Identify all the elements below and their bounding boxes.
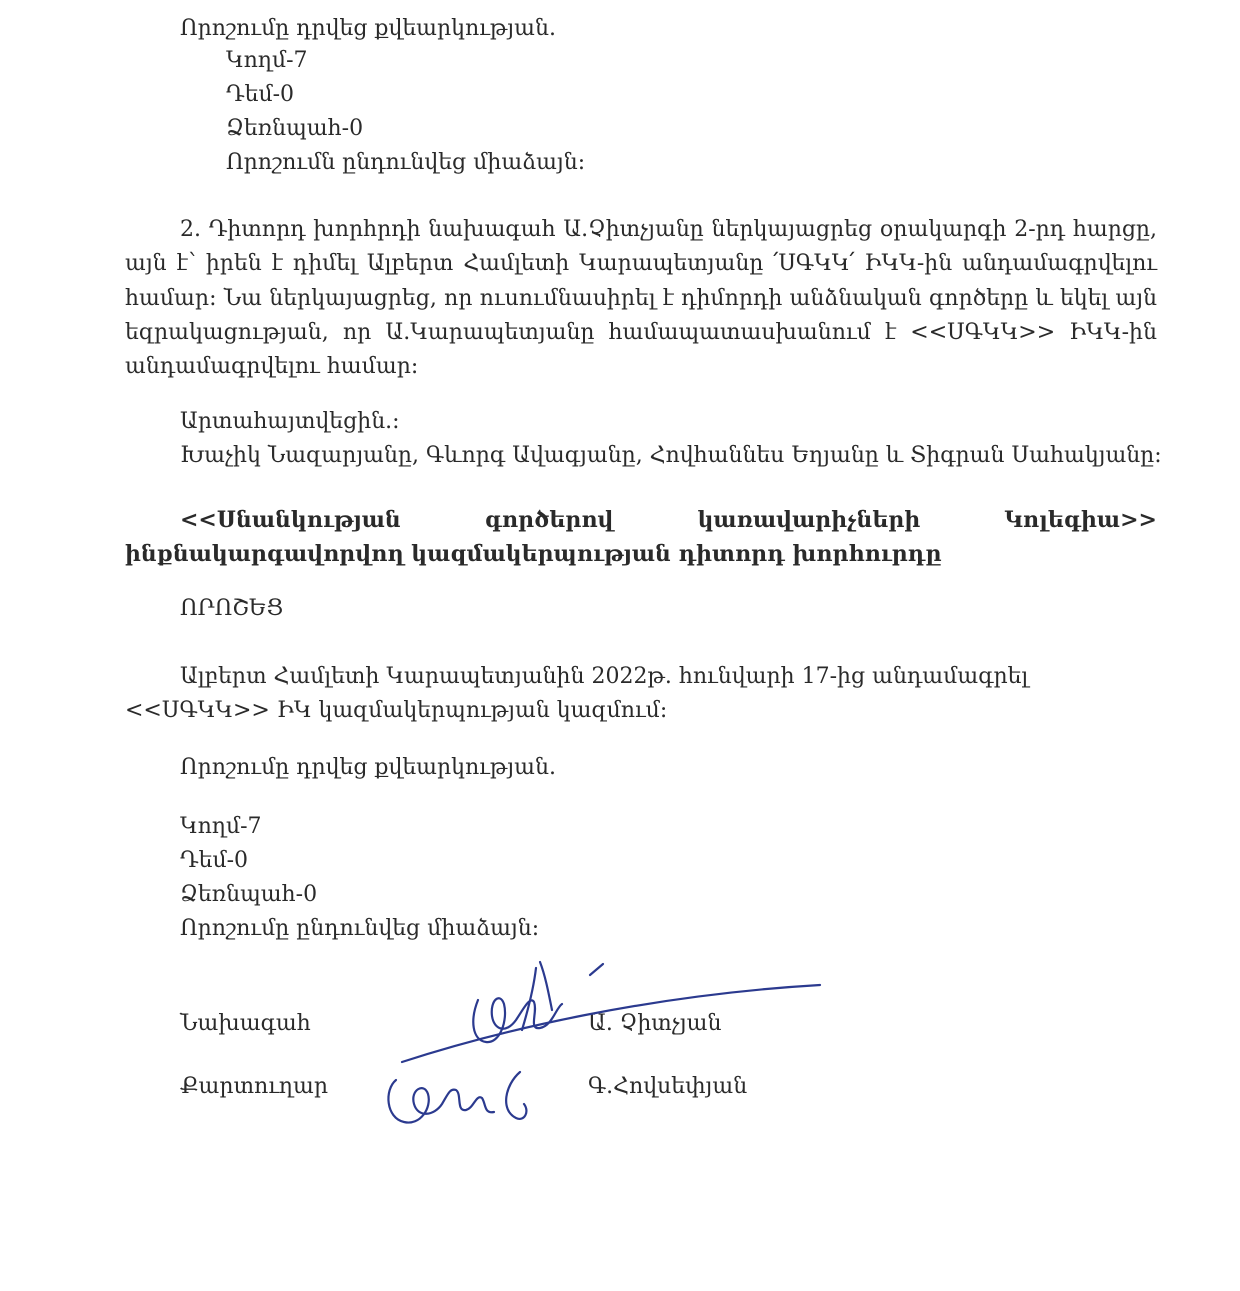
secretary-signature-stroke bbox=[388, 1080, 494, 1123]
vote-abstain-bottom: Ձեռնպահ-0 bbox=[180, 882, 318, 907]
chair-label: Նախագահ bbox=[180, 1011, 311, 1036]
vote-against-bottom: Դեմ-0 bbox=[180, 848, 249, 873]
vote-against-top: Դեմ-0 bbox=[226, 82, 295, 107]
chair-signature-extra bbox=[540, 962, 552, 1010]
secretary-name: Գ.Հովսեփյան bbox=[588, 1074, 748, 1099]
secretary-signature-hook bbox=[506, 1072, 526, 1119]
chair-name: Ա. Չիտչյան bbox=[588, 1011, 722, 1036]
vote-prompt-top: Որոշումը դրվեց քվեարկության. bbox=[180, 16, 556, 41]
decision-adopted-top: Որոշումն ընդունվեց միաձայն: bbox=[226, 150, 586, 175]
secretary-label: Քարտուղար bbox=[180, 1074, 328, 1099]
decision-paragraph: Ալբերտ Համլետի Կարապետյանին 2022թ. հունվարի 17-ից անդամագրել <<ՍԳԿԿ>> ԻԿ կազմակերպության կազմում: bbox=[125, 664, 1029, 723]
decision-adopted-bottom: Որոշումը ընդունվեց միաձայն: bbox=[180, 916, 540, 941]
chair-signature-accent bbox=[590, 964, 603, 975]
board-name-paragraph: <<Սնանկության գործերով կառավարիչների Կոլեգիա>> ինքնակարգավորվող կազմակերպության դիտորդ խորհուրդը bbox=[125, 507, 1157, 567]
vote-for-bottom: Կողմ-7 bbox=[180, 814, 262, 839]
speakers-label: Արտահայտվեցին.: bbox=[180, 409, 400, 434]
chair-signature-underline bbox=[402, 985, 820, 1062]
chair-signature-stroke bbox=[473, 998, 562, 1042]
speakers-names: Խաչիկ Նազարյանը, Գևորգ Ավագյանը, Հովհաննես Եղյանը և Տիգրան Սահակյանը: bbox=[180, 443, 1162, 468]
vote-abstain-top: Ձեռնպահ-0 bbox=[226, 116, 364, 141]
vote-prompt-bottom: Որոշումը դրվեց քվեարկության. bbox=[180, 755, 556, 780]
agenda-item-2-paragraph: 2. Դիտորդ խորհրդի նախագահ Ա.Չիտչյանը ներկայացրեց օրակարգի 2-րդ հարցը, այն է՝ իրեն է դիմել Ալբերտ Համլետի Կարապետյանը ՛ՍԳԿԿ՛ ԻԿԿ-ին անդամագրվելու համար: Նա ներկայացրեց, որ ուսումնասիրել է դիմորդի անձնական գործերը և եկել այն եզրակացության, որ Ա.Կարապետյանը համապատասխանում է <<ՍԳԿԿ>> ԻԿԿ-ին անդամագրվելու համար: bbox=[125, 217, 1157, 380]
decided-heading: ՈՐՈՇԵՑ bbox=[180, 596, 283, 621]
vote-for-top: Կողմ-7 bbox=[226, 48, 308, 73]
